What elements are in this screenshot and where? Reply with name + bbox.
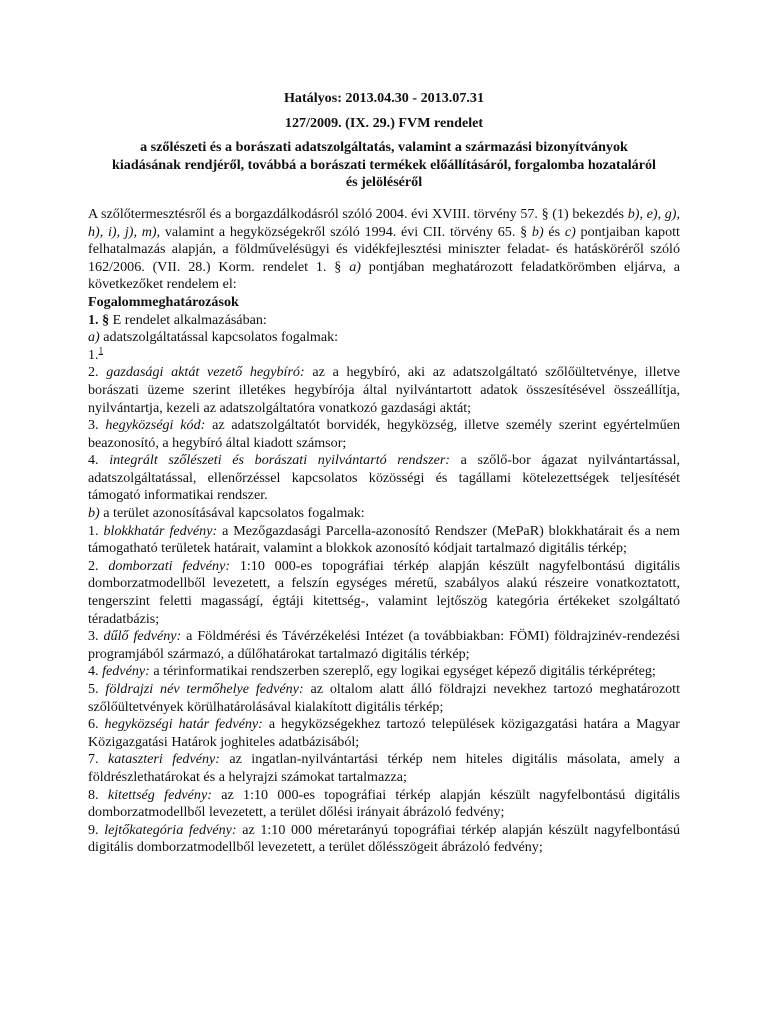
item-definition: az oltalom alatt álló földrajzi nevekhez tartozó meghatározott szőlőültetvények körülhatárolásával kialakított digitális térkép; [88, 681, 681, 715]
item-definition: 1:10 000-es topográfiai térkép alapján készült nagyfelbontású digitális domborzatmodellből levezetett, a felszín egységes méretű, szabályos alakú részeire vonatkoztatott, tengerszint feletti magasságí, égtáji kitettség-, valamint lejtőszög kategória értékeket szolgáltató téradatbázis; [88, 557, 681, 627]
item-number: 3. [88, 628, 104, 645]
item-term: integrált szőlészeti és borászati nyilvántartó rendszer: [109, 452, 451, 469]
item-definition: az 1:10 000 méretarányú topográfiai térkép alapján készült nagyfelbontású digitális domborzatmodellből levezetett, a terület dőlésszögeit ábrázoló fedvény; [88, 821, 681, 856]
paragraph-text: E rendelet alkalmazásában: [109, 311, 267, 328]
item-number: 2. [88, 364, 107, 381]
item-number: 4. [88, 452, 110, 469]
list-item [88, 716, 680, 751]
list-item [88, 822, 680, 857]
group-letter: b) [88, 505, 100, 522]
list-item [88, 452, 680, 505]
item-number: 5. [88, 681, 106, 697]
item-number: 8. [88, 786, 108, 803]
list-item [88, 787, 680, 822]
group-b-heading [88, 505, 680, 523]
item-term: hegyközségi kód: [105, 417, 206, 434]
list-item [88, 417, 680, 452]
preamble [88, 206, 680, 294]
preamble-text: pontjaiban kapott felhatalmazás alapján, a földművelésügyi és vidékfejlesztési miniszter feladat- és hatásköréről szóló 162/2006. (VII. 28.) Korm. rendelet 1. § [88, 223, 680, 275]
preamble-text: pontjában meghatározott feladatkörömben eljárva, a következőket rendelem el: [88, 258, 680, 293]
paragraph-1 [88, 312, 680, 330]
section-heading: Fogalommeghatározások [88, 293, 239, 310]
paragraph-number: 1. § [88, 311, 110, 328]
item-term: dűlő fedvény: [103, 628, 182, 645]
preamble-text: és [543, 223, 565, 240]
document-page [88, 90, 680, 857]
item-term: domborzati fedvény: [108, 557, 231, 574]
item-definition: a Földmérési és Távérzékelési Intézet (a továbbiakban: FÖMI) földrajzinév-rendezési programjából származó, a dűlőhatárokat tartalmazó digitális térkép; [88, 628, 681, 662]
item-number: 1. [88, 346, 99, 363]
item-number: 3. [88, 417, 106, 434]
group-a-heading [88, 329, 680, 347]
list-a [88, 364, 680, 505]
preamble-text: , valamint a hegyközségekről szóló 1994. évi CII. törvény 65. § [156, 223, 532, 240]
item-term: fedvény: [102, 663, 150, 680]
item-number: 4. [88, 663, 103, 680]
preamble-text: A szőlőtermesztésről és a borgazdálkodásról szóló 2004. évi XVIII. törvény 57. § (1) bekezdés [88, 205, 628, 222]
item-number: 9. [88, 821, 105, 838]
item-number: 2. [88, 557, 109, 574]
group-text: a terület azonosításával kapcsolatos fogalmak: [99, 505, 365, 522]
preamble-ref: b) [531, 223, 544, 240]
item-definition: a hegyközségekhez tartozó települések közigazgatási határa a Magyar Közigazgatási Határok joghiteles adatbázisából; [88, 716, 680, 750]
list-item [88, 347, 680, 365]
item-definition: a Mezőgazdasági Parcella-azonosító Rendszer (MePaR) blokkhatárait és a nem támogatható területek határait, valamint a blokkok azonosító kódjait tartalmazó digitális térkép; [88, 522, 681, 557]
decree-title [88, 139, 680, 192]
preamble-ref: a) [349, 258, 361, 275]
item-number: 1. [88, 522, 104, 539]
list-b [88, 523, 680, 857]
item-definition: az a hegybíró, aki az adatszolgáltató szőlőültetvénye, illetve borászati üzeme szerint illetékes hegybírója által nyilvántartott adatok összesítésével összeállítja, nyilvántartja, kezeli az adatszolgáltatóra vonatkozó gazdasági aktát; [88, 364, 681, 416]
list-item [88, 364, 680, 417]
item-term: földrajzi név termőhelye fedvény: [105, 681, 304, 697]
list-item [88, 558, 680, 628]
item-number: 6. [88, 716, 105, 733]
title-line: és jelöléséről [345, 174, 423, 191]
item-definition: az adatszolgáltatót borvidék, hegyközség, illetve személy szerint egyértelműen beazonosító, a hegybíró által kiadott számsor; [88, 417, 680, 451]
item-definition: az ingatlan-nyilvántartási térkép nem hiteles digitális másolata, amely a földrészlethatárokat és a helyrajzi számokat tartalmazza; [88, 751, 681, 785]
item-definition: a térinformatikai rendszerben szereplő, egy logikai egységet képező digitális térképréteg; [149, 663, 656, 680]
item-term: gazdasági aktát vezető hegybíró: [106, 364, 305, 381]
item-number: 7. [88, 751, 108, 768]
effective-dates: Hatályos: 2013.04.30 - 2013.07.31 [283, 90, 485, 106]
title-line: a szőlészeti és a borászati adatszolgáltatás, valamint a származási bizonyítványok [140, 139, 628, 156]
item-term: hegyközségi határ fedvény: [104, 716, 263, 733]
list-item [88, 663, 680, 681]
item-term: kitettség fedvény: [107, 786, 212, 803]
preamble-ref: c) [564, 223, 576, 240]
item-term: kataszteri fedvény: [108, 751, 220, 768]
list-item [88, 751, 680, 786]
group-text: adatszolgáltatással kapcsolatos fogalmak: [99, 329, 339, 346]
item-definition: a szőlő-bor ágazat nyilvántartással, adatszolgáltatással, ellenőrzéssel kapcsolatos közösségi és tagállami kötelezettségek teljesítését támogató informatikai rendszer. [88, 452, 681, 504]
decree-number: 127/2009. (IX. 29.) FVM rendelet [284, 114, 484, 131]
list-item [88, 523, 680, 558]
group-letter: a) [88, 329, 100, 346]
footnote-link[interactable]: 1 [98, 345, 104, 356]
item-term: blokkhatár fedvény: [103, 522, 218, 539]
item-definition: az 1:10 000-es topográfiai térkép alapján készült nagyfelbontású digitális domborzatmodellből levezetett, a terület dőlési irányait ábrázoló fedvény; [88, 786, 681, 821]
item-term: lejtőkategória fedvény: [104, 821, 237, 838]
title-line: kiadásának rendjéről, továbbá a borászati termékek előállításáról, forgalomba hozataláról [112, 156, 656, 173]
list-item [88, 628, 680, 663]
preamble-ref: b), e), g), h), i), j), m) [88, 205, 681, 240]
list-item [88, 681, 680, 716]
